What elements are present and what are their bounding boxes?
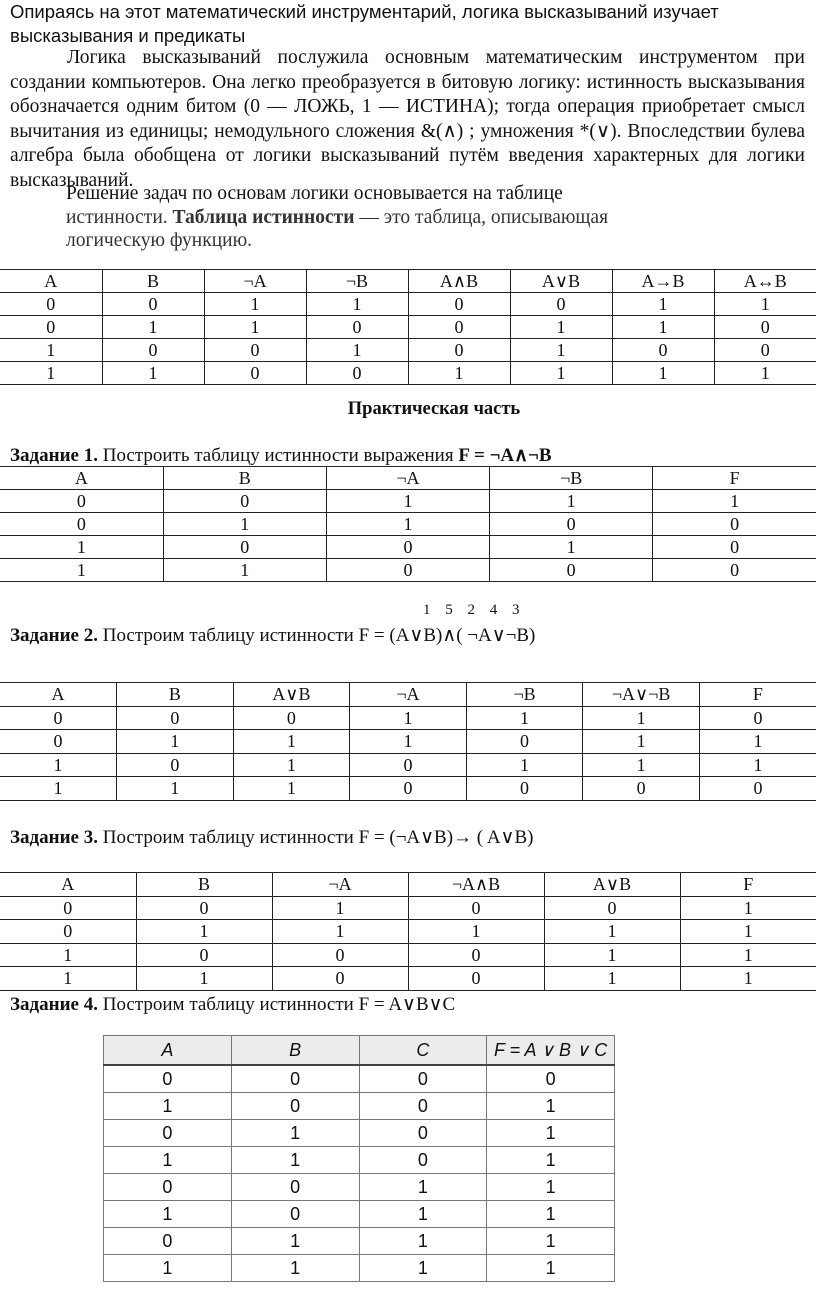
table-cell: 1 [231, 1255, 359, 1282]
table-header-cell: ¬B [490, 467, 653, 490]
table-cell: 0 [104, 1174, 232, 1201]
table-cell: 0 [359, 1065, 487, 1093]
table-cell: 1 [233, 730, 350, 754]
task3-label: Задание 3. [10, 827, 98, 848]
table-cell: 1 [487, 1255, 615, 1282]
table-cell: 1 [612, 293, 714, 316]
table-cell: 1 [102, 362, 204, 385]
table-cell: 1 [699, 753, 816, 777]
table-row [0, 896, 816, 920]
table-cell: 1 [0, 339, 102, 362]
table-cell: 0 [104, 1228, 232, 1255]
truth-intro-suffix: — это таблица, описывающая [354, 206, 609, 228]
table-header-cell: A↔B [714, 270, 816, 293]
table-cell: 0 [306, 362, 408, 385]
table-cell: 0 [0, 316, 102, 339]
table-cell: 0 [714, 339, 816, 362]
table-cell: 1 [0, 362, 102, 385]
table-cell: 0 [163, 536, 326, 559]
table-header-row [0, 683, 816, 707]
table-header-cell: B [117, 683, 234, 707]
table-cell: 1 [326, 490, 489, 513]
table-header-cell: ¬A∨¬B [583, 683, 700, 707]
table-cell: 1 [653, 490, 816, 513]
table-header-cell: F [653, 467, 816, 490]
table-row [104, 1174, 615, 1201]
table-header-cell: A∨B [233, 683, 350, 707]
table-cell: 1 [0, 777, 117, 801]
table-header-cell: A∨B [510, 270, 612, 293]
table-cell: 1 [680, 920, 816, 944]
table-cell: 0 [0, 490, 163, 513]
table-cell: 0 [653, 536, 816, 559]
table-header-cell: F = A ∨ B ∨ C [487, 1036, 615, 1066]
task2-title [10, 624, 535, 647]
task4-truth-table [103, 1035, 615, 1282]
table-cell: 1 [102, 316, 204, 339]
table-cell: 0 [653, 559, 816, 582]
table-cell: 1 [510, 316, 612, 339]
table-cell: 1 [359, 1255, 487, 1282]
task3-text: Построим таблицу истинности F = (¬A∨B)→ ( A∨B) [97, 827, 534, 848]
main-truth-table [0, 269, 816, 385]
table-row [104, 1228, 615, 1255]
table-cell: 0 [714, 316, 816, 339]
task1-title [10, 444, 552, 467]
table-header-row [0, 873, 816, 897]
table-cell: 0 [408, 943, 544, 967]
task1-label: Задание 1. [10, 445, 98, 466]
table-header-cell: B [163, 467, 326, 490]
table-header-row [0, 467, 816, 490]
table-cell: 1 [699, 730, 816, 754]
table-row [104, 1093, 615, 1120]
table-cell: 1 [490, 536, 653, 559]
table-cell: 1 [408, 362, 510, 385]
table-row [104, 1120, 615, 1147]
table-cell: 0 [102, 339, 204, 362]
table-cell: 0 [0, 920, 136, 944]
table-cell: 0 [653, 513, 816, 536]
table-cell: 0 [136, 943, 272, 967]
table-cell: 1 [163, 559, 326, 582]
table-cell: 1 [117, 730, 234, 754]
table-cell: 1 [0, 943, 136, 967]
table-cell: 0 [117, 706, 234, 730]
table-cell: 1 [408, 920, 544, 944]
table-header-cell: ¬B [466, 683, 583, 707]
table-header-cell: ¬B [306, 270, 408, 293]
table-cell: 0 [350, 753, 467, 777]
table-cell: 0 [0, 513, 163, 536]
table-row [0, 339, 816, 362]
table-cell: 0 [136, 896, 272, 920]
table-row [104, 1147, 615, 1174]
table-cell: 0 [408, 293, 510, 316]
table-cell: 1 [359, 1201, 487, 1228]
table-cell: 0 [359, 1147, 487, 1174]
table-cell: 1 [680, 896, 816, 920]
table-cell: 1 [104, 1255, 232, 1282]
table-header-row [0, 270, 816, 293]
table-row [0, 753, 816, 777]
table-cell: 1 [0, 967, 136, 991]
task3-title [10, 826, 533, 849]
table-cell: 0 [0, 896, 136, 920]
table-header-cell: ¬A [326, 467, 489, 490]
table-header-cell: A [0, 270, 102, 293]
table-header-cell: A [0, 683, 117, 707]
table-cell: 0 [487, 1065, 615, 1093]
table-row [0, 362, 816, 385]
table-cell: 0 [0, 706, 117, 730]
table-cell: 0 [466, 730, 583, 754]
table-cell: 0 [272, 943, 408, 967]
table-header-cell: A [104, 1036, 232, 1066]
table-cell: 1 [359, 1174, 487, 1201]
table-row [0, 967, 816, 991]
intro-line-1: Опираясь на этот математический инструментарий, логика высказываний изучает [10, 1, 719, 22]
task1-truth-table [0, 466, 816, 582]
table-cell: 1 [487, 1228, 615, 1255]
table-cell: 1 [104, 1201, 232, 1228]
table-cell: 1 [612, 362, 714, 385]
table-header-cell: F [680, 873, 816, 897]
table-cell: 0 [699, 777, 816, 801]
table-cell: 1 [487, 1147, 615, 1174]
table-cell: 0 [490, 513, 653, 536]
table-cell: 0 [104, 1120, 232, 1147]
table-cell: 0 [408, 316, 510, 339]
task4-title [10, 993, 455, 1016]
truth-intro-line-1: Решение задач по основам логики основывается на таблице [66, 183, 563, 204]
table-cell: 1 [233, 753, 350, 777]
table-cell: 1 [117, 777, 234, 801]
table-row [0, 490, 816, 513]
table-row [0, 293, 816, 316]
table-cell: 1 [350, 706, 467, 730]
table-cell: 1 [466, 753, 583, 777]
table-cell: 0 [102, 293, 204, 316]
table-cell: 1 [272, 920, 408, 944]
table-cell: 1 [487, 1120, 615, 1147]
table-cell: 0 [104, 1065, 232, 1093]
table-cell: 0 [272, 967, 408, 991]
table-cell: 0 [583, 777, 700, 801]
task4-label: Задание 4. [10, 994, 98, 1015]
table-cell: 1 [583, 730, 700, 754]
table-cell: 1 [306, 339, 408, 362]
table-cell: 1 [233, 777, 350, 801]
table-cell: 0 [306, 316, 408, 339]
table-row [0, 943, 816, 967]
table-header-cell: F [699, 683, 816, 707]
table-cell: 1 [272, 896, 408, 920]
truth-intro-line-3: логическую функцию. [66, 230, 253, 251]
table-cell: 1 [104, 1093, 232, 1120]
table-cell: 1 [510, 339, 612, 362]
table-cell: 1 [487, 1093, 615, 1120]
table-cell: 0 [612, 339, 714, 362]
table-header-cell: C [359, 1036, 487, 1066]
table-cell: 1 [583, 706, 700, 730]
table-header-cell: A [0, 467, 163, 490]
table-cell: 1 [490, 490, 653, 513]
table-header-cell: A [0, 873, 136, 897]
table-cell: 1 [136, 967, 272, 991]
table-cell: 1 [544, 920, 680, 944]
table-cell: 0 [231, 1065, 359, 1093]
intro-text [10, 0, 810, 48]
logic-paragraph: Логика высказываний послужила основным математическим инструментом при создании компьютеров. Она легко преобразуется в битовую логику: истинность высказывания обозначается одним битом (0 — ЛОЖЬ, 1 — ИСТИНА); тогда операция приобретает смысл вычитания из единицы; немодульного сложения &(∧) ; умножения *(∨). Впоследствии булева алгебра была обобщена от логики высказываний путём введения характерных для логики высказываний. [10, 47, 805, 191]
task1-text: Построить таблицу истинности выражения [97, 445, 459, 466]
table-cell: 0 [117, 753, 234, 777]
truth-table-intro [66, 182, 686, 253]
table-cell: 1 [0, 536, 163, 559]
table-cell: 1 [680, 967, 816, 991]
table-cell: 0 [204, 339, 306, 362]
table-row [0, 559, 816, 582]
table-cell: 0 [0, 730, 117, 754]
table-cell: 0 [231, 1201, 359, 1228]
table-row [104, 1255, 615, 1282]
task1-formula: F = ¬A∧¬B [458, 445, 552, 466]
task2-truth-table [0, 682, 816, 801]
table-row [104, 1201, 615, 1228]
table-cell: 1 [306, 293, 408, 316]
task4-text: Построим таблицу истинности F = A∨B∨C [97, 994, 456, 1015]
table-cell: 0 [408, 896, 544, 920]
table-cell: 0 [233, 706, 350, 730]
table-cell: 1 [231, 1228, 359, 1255]
table-cell: 1 [231, 1120, 359, 1147]
table-cell: 1 [204, 316, 306, 339]
table-cell: 1 [714, 293, 816, 316]
table-cell: 0 [490, 559, 653, 582]
table-header-cell: ¬A [350, 683, 467, 707]
table-header-cell: ¬A∧B [408, 873, 544, 897]
table-cell: 0 [408, 967, 544, 991]
table-cell: 1 [544, 943, 680, 967]
task2-label: Задание 2. [10, 625, 98, 646]
task2-text: Построим таблицу истинности F = (A∨B)∧( ¬A∨¬B) [97, 625, 536, 646]
table-cell: 0 [0, 293, 102, 316]
table-cell: 0 [510, 293, 612, 316]
table-cell: 0 [231, 1174, 359, 1201]
table-cell: 0 [408, 339, 510, 362]
table-cell: 1 [136, 920, 272, 944]
table-cell: 0 [163, 490, 326, 513]
truth-intro-prefix: истинности. [66, 206, 173, 228]
table-header-cell: B [231, 1036, 359, 1066]
table-row [0, 513, 816, 536]
table-header-cell: ¬A [272, 873, 408, 897]
table-cell: 1 [544, 967, 680, 991]
table-header-cell: ¬A [204, 270, 306, 293]
table-cell: 1 [104, 1147, 232, 1174]
table-cell: 1 [326, 513, 489, 536]
table-header-cell: B [102, 270, 204, 293]
table-row [104, 1065, 615, 1093]
table-cell: 0 [544, 896, 680, 920]
table-header-cell: A∧B [408, 270, 510, 293]
table-cell: 1 [0, 753, 117, 777]
table-cell: 1 [487, 1174, 615, 1201]
table-cell: 1 [583, 753, 700, 777]
table-header-cell: A∨B [544, 873, 680, 897]
task3-truth-table [0, 872, 816, 991]
table-row [0, 920, 816, 944]
table-cell: 1 [612, 316, 714, 339]
task2-evaluation-order: 1 5 2 4 3 [423, 602, 521, 618]
table-cell: 0 [204, 362, 306, 385]
table-cell: 0 [359, 1093, 487, 1120]
table-cell: 0 [326, 536, 489, 559]
table-cell: 1 [204, 293, 306, 316]
table-cell: 0 [699, 706, 816, 730]
table-cell: 1 [359, 1228, 487, 1255]
table-cell: 1 [714, 362, 816, 385]
table-header-row [104, 1036, 615, 1066]
table-row [0, 536, 816, 559]
table-cell: 0 [359, 1120, 487, 1147]
table-header-cell: B [136, 873, 272, 897]
table-row [0, 316, 816, 339]
table-cell: 0 [466, 777, 583, 801]
table-cell: 1 [466, 706, 583, 730]
table-row [0, 730, 816, 754]
table-row [0, 777, 816, 801]
intro-line-2: высказывания и предикаты [10, 25, 246, 46]
table-cell: 0 [350, 777, 467, 801]
practical-heading: Практическая часть [347, 399, 521, 419]
table-cell: 1 [231, 1147, 359, 1174]
table-row [0, 706, 816, 730]
truth-intro-line-2 [66, 206, 686, 230]
table-cell: 0 [326, 559, 489, 582]
table-cell: 1 [680, 943, 816, 967]
table-cell: 1 [487, 1201, 615, 1228]
table-header-cell: A→B [612, 270, 714, 293]
table-cell: 1 [350, 730, 467, 754]
table-cell: 0 [231, 1093, 359, 1120]
table-cell: 1 [510, 362, 612, 385]
table-cell: 1 [0, 559, 163, 582]
truth-table-term: Таблица истинности [172, 206, 355, 228]
table-cell: 1 [163, 513, 326, 536]
